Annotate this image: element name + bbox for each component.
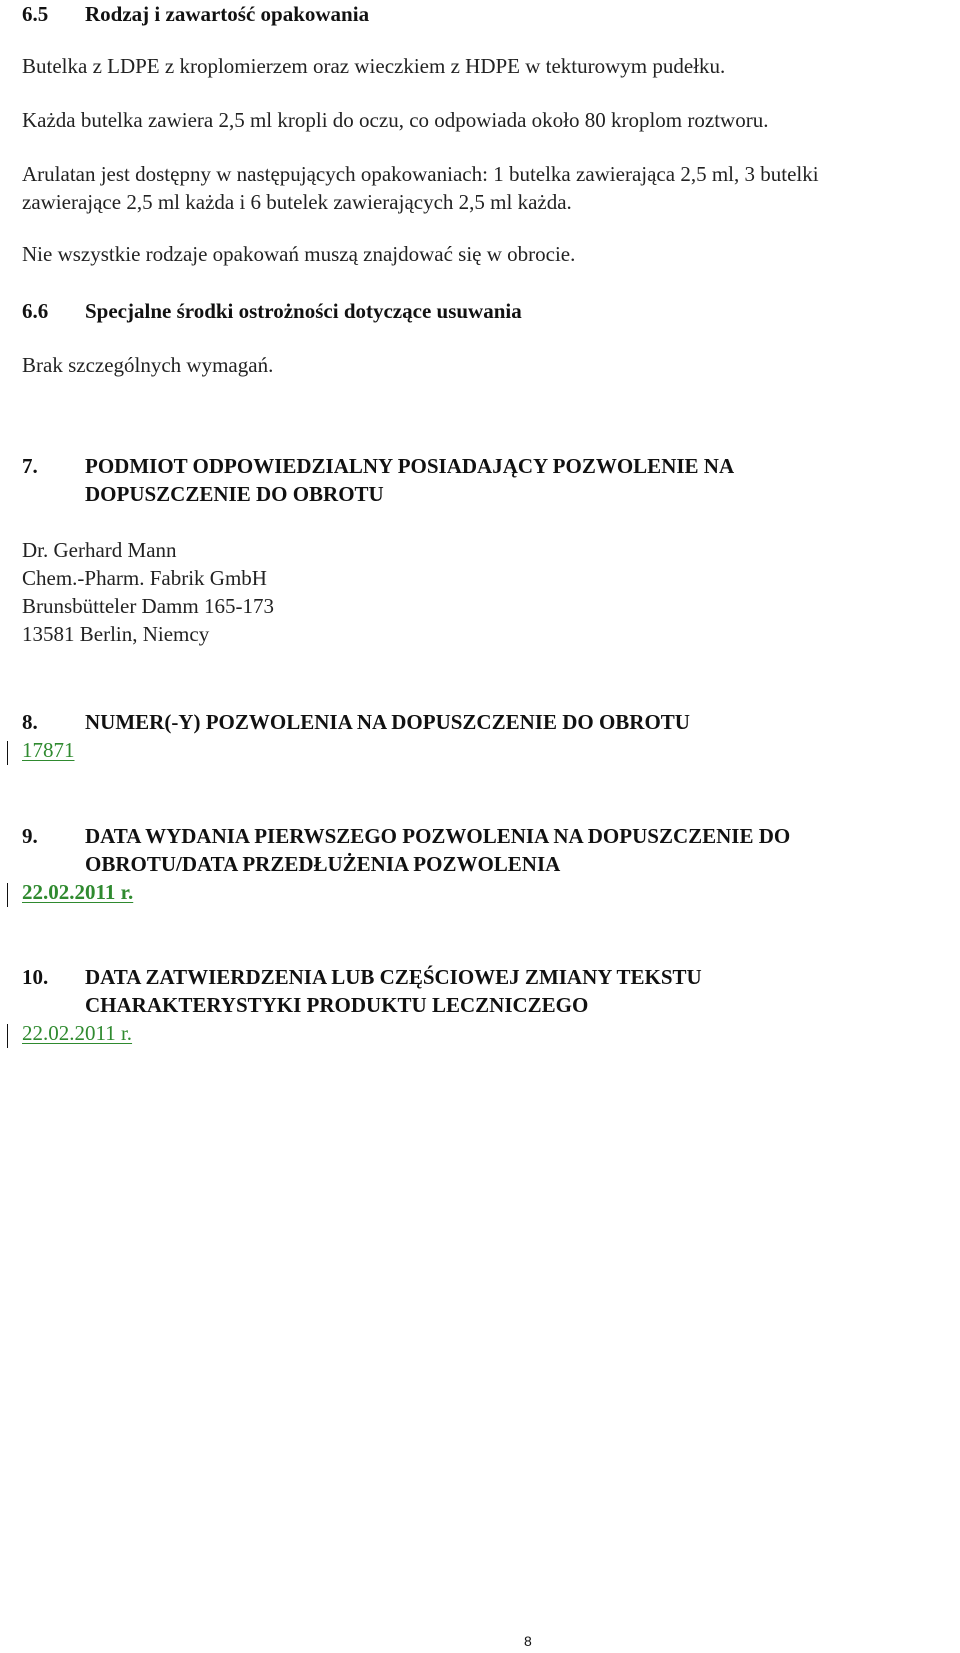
section-6-5-paragraph-3-line-1: Arulatan jest dostępny w następujących opakowaniach: 1 butelka zawierająca 2,5 ml, 3 butelki <box>22 162 819 186</box>
section-10-title-line-1: DATA ZATWIERDZENIA LUB CZĘŚCIOWEJ ZMIANY TEKSTU <box>85 965 702 989</box>
section-8-title: NUMER(-Y) POZWOLENIA NA DOPUSZCZENIE DO OBROTU <box>85 710 690 734</box>
authorization-number: 17871 <box>22 738 75 762</box>
revision-change-bar <box>7 883 8 907</box>
section-6-5-paragraph-4: Nie wszystkie rodzaje opakowań muszą znajdować się w obrocie. <box>22 242 576 266</box>
section-10-title-line-2: CHARAKTERYSTYKI PRODUKTU LECZNICZEGO <box>85 993 589 1017</box>
section-6-5-paragraph-1: Butelka z LDPE z kroplomierzem oraz wieczkiem z HDPE w tekturowym pudełku. <box>22 54 726 78</box>
address-line-3: Brunsbütteler Damm 165-173 <box>22 594 274 618</box>
page-number: 8 <box>524 1633 532 1649</box>
section-6-6-paragraph-1: Brak szczególnych wymagań. <box>22 353 274 377</box>
section-9-number: 9. <box>22 824 38 848</box>
section-6-5-paragraph-2: Każda butelka zawiera 2,5 ml kropli do oczu, co odpowiada około 80 kroplom roztworu. <box>22 108 769 132</box>
revision-change-bar <box>7 1024 8 1048</box>
section-7-number: 7. <box>22 454 38 478</box>
first-authorization-date: 22.02.2011 r. <box>22 880 134 904</box>
section-6-6-title: Specjalne środki ostrożności dotyczące usuwania <box>85 299 522 323</box>
section-6-5-number: 6.5 <box>22 2 49 26</box>
revision-change-bar <box>7 741 8 765</box>
section-8-number: 8. <box>22 710 38 734</box>
address-line-1: Dr. Gerhard Mann <box>22 538 177 562</box>
section-7-title-line-2: DOPUSZCZENIE DO OBROTU <box>85 482 384 506</box>
section-10-number: 10. <box>22 965 49 989</box>
section-9-title-line-1: DATA WYDANIA PIERWSZEGO POZWOLENIA NA DOPUSZCZENIE DO <box>85 824 791 848</box>
section-9-title-line-2: OBROTU/DATA PRZEDŁUŻENIA POZWOLENIA <box>85 852 561 876</box>
text-revision-date: 22.02.2011 r. <box>22 1021 133 1045</box>
section-6-5-title: Rodzaj i zawartość opakowania <box>85 2 370 26</box>
address-line-2: Chem.-Pharm. Fabrik GmbH <box>22 566 267 590</box>
section-6-6-number: 6.6 <box>22 299 49 323</box>
section-6-5-paragraph-3-line-2: zawierające 2,5 ml każda i 6 butelek zawierających 2,5 ml każda. <box>22 190 572 214</box>
address-line-4: 13581 Berlin, Niemcy <box>22 622 210 646</box>
section-7-title-line-1: PODMIOT ODPOWIEDZIALNY POSIADAJĄCY POZWOLENIE NA <box>85 454 735 478</box>
